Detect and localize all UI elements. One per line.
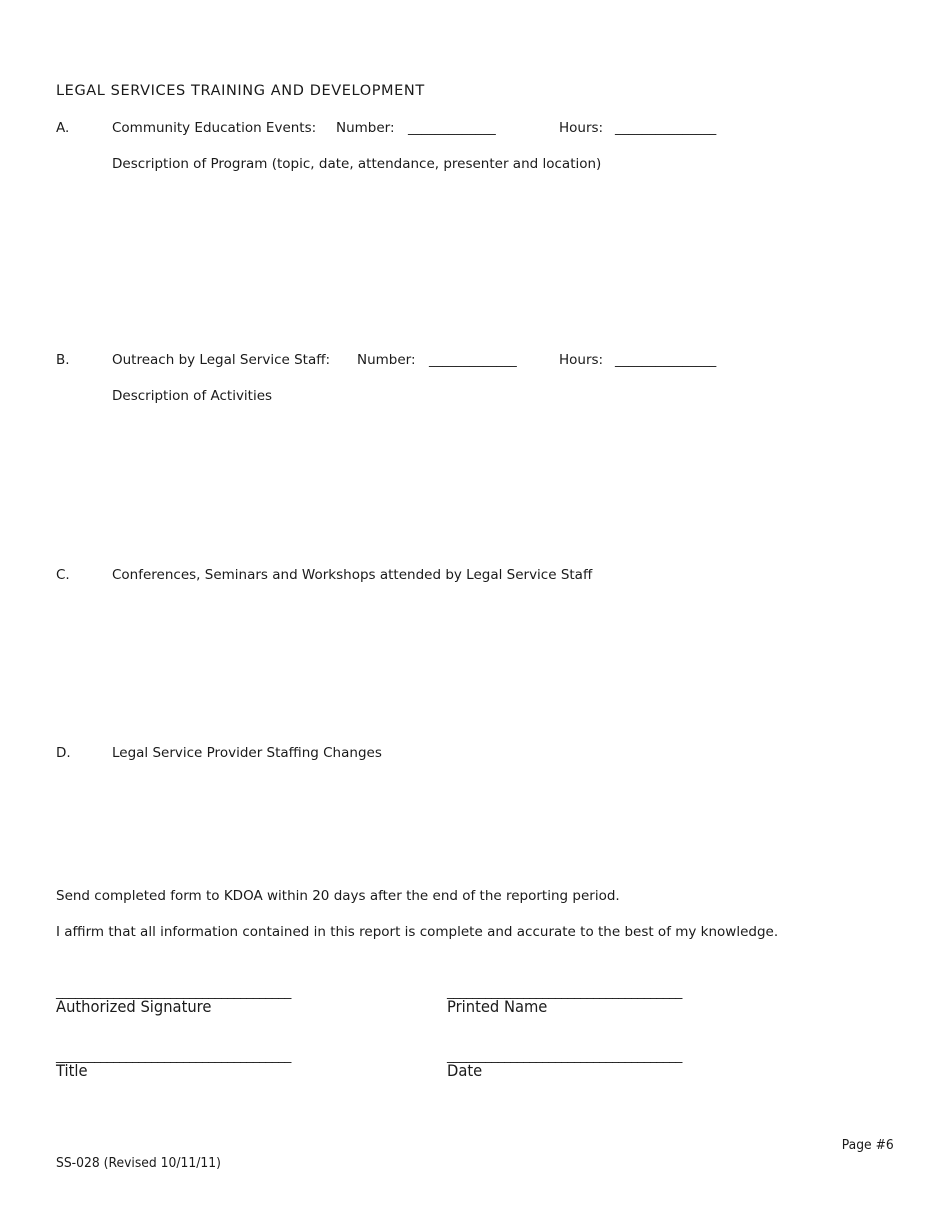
number-field[interactable]: _____________ xyxy=(429,352,517,368)
section-title: Legal Service Provider Staffing Changes xyxy=(112,745,382,761)
section-letter: B. xyxy=(56,352,70,368)
number-field[interactable]: _____________ xyxy=(408,120,496,136)
section-letter: C. xyxy=(56,567,70,583)
date-line[interactable]: _____________________________________ xyxy=(447,1048,682,1064)
printed-name-line[interactable]: _____________________________________ xyxy=(447,984,682,1000)
date-label: Date xyxy=(447,1061,483,1080)
number-label: Number: xyxy=(336,120,395,136)
hours-field[interactable]: _______________ xyxy=(615,352,717,368)
number-label: Number: xyxy=(357,352,416,368)
section-description: Description of Activities xyxy=(112,388,273,404)
affirmation-statement: I affirm that all information contained in this report is complete and accurate to the best of my knowledge. xyxy=(56,924,779,940)
section-letter: A. xyxy=(56,120,70,136)
section-title: Outreach by Legal Service Staff: xyxy=(112,352,331,368)
section-title: Community Education Events: xyxy=(112,120,317,136)
form-id: SS-028 (Revised 10/11/11) xyxy=(56,1156,221,1171)
authorized-signature-label: Authorized Signature xyxy=(56,997,212,1016)
title-label: Title xyxy=(56,1061,88,1080)
hours-label: Hours: xyxy=(559,352,604,368)
section-letter: D. xyxy=(56,745,71,761)
hours-label: Hours: xyxy=(559,120,604,136)
hours-field[interactable]: _______________ xyxy=(615,120,717,136)
authorized-signature-line[interactable]: _____________________________________ xyxy=(56,984,291,1000)
submission-instructions: Send completed form to KDOA within 20 days after the end of the reporting period. xyxy=(56,888,620,904)
title-line[interactable]: _____________________________________ xyxy=(56,1048,291,1064)
printed-name-label: Printed Name xyxy=(447,997,548,1016)
page-number: Page #6 xyxy=(841,1138,894,1153)
form-heading: LEGAL SERVICES TRAINING AND DEVELOPMENT xyxy=(56,83,425,99)
section-title: Conferences, Seminars and Workshops attended by Legal Service Staff xyxy=(112,567,593,583)
section-description: Description of Program (topic, date, attendance, presenter and location) xyxy=(112,156,602,172)
